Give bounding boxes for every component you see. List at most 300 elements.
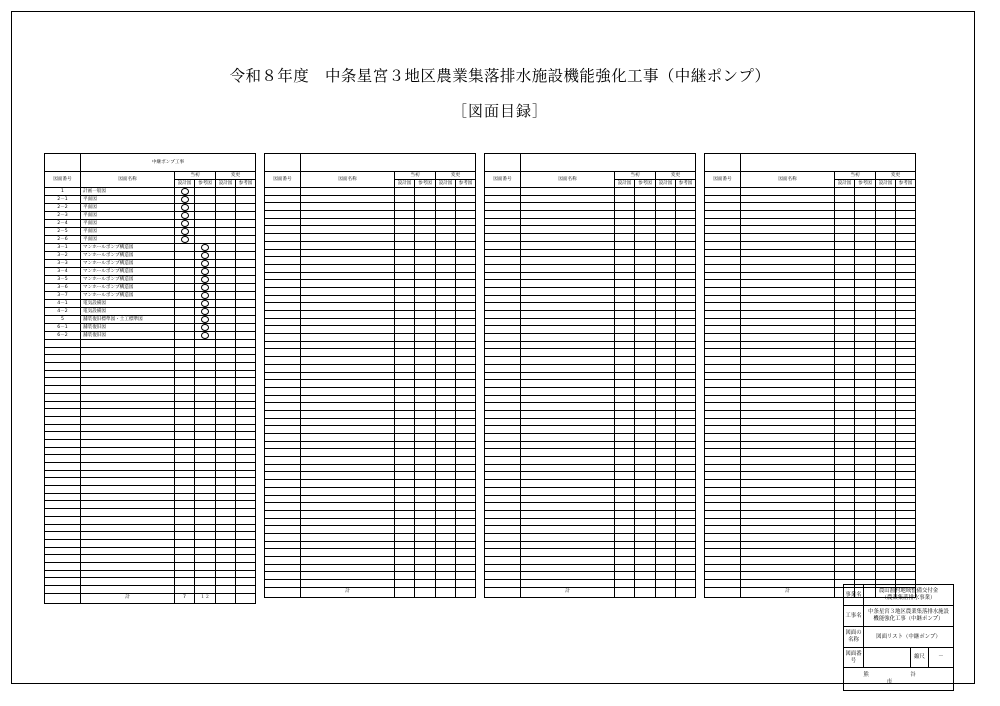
- drawing-name: [81, 455, 175, 463]
- col-number-header: 図面番号: [265, 172, 301, 188]
- change-reference-cell: [676, 572, 696, 580]
- initial-reference-cell: [195, 260, 216, 268]
- table-row: [45, 532, 256, 540]
- drawing-number: 2－1: [45, 196, 81, 204]
- circle-mark: [201, 300, 209, 307]
- drawing-name: [741, 472, 835, 480]
- initial-reference-cell: [855, 557, 876, 565]
- drawing-number: [485, 472, 521, 480]
- drawing-number: [705, 357, 741, 365]
- change-reference-cell: [236, 236, 256, 244]
- initial-reference-cell: [195, 539, 216, 547]
- drawing-number: [45, 393, 81, 401]
- change-design-cell: [656, 526, 676, 534]
- table-row: [705, 387, 916, 395]
- table-row: [45, 578, 256, 586]
- change-design-cell: [436, 280, 456, 288]
- change-reference-cell: [456, 564, 476, 572]
- change-reference-cell: [896, 403, 916, 411]
- drawing-number: 1: [45, 188, 81, 196]
- drawing-name: マンホールポンプ構造図: [81, 268, 175, 276]
- drawing-name: [741, 334, 835, 342]
- change-reference-cell: [896, 195, 916, 203]
- initial-design-cell: [835, 318, 855, 326]
- initial-reference-cell: [415, 249, 436, 257]
- change-reference-cell: [236, 516, 256, 524]
- change-reference-cell: [676, 188, 696, 196]
- drawing-name: [741, 487, 835, 495]
- drawing-number: [265, 564, 301, 572]
- drawing-number: [485, 418, 521, 426]
- table-row: [485, 272, 696, 280]
- initial-reference-cell: [195, 555, 216, 563]
- table-row: [705, 226, 916, 234]
- drawing-number: [485, 264, 521, 272]
- drawing-number: [705, 418, 741, 426]
- change-reference-cell: [896, 264, 916, 272]
- change-reference-cell: [676, 549, 696, 557]
- initial-reference-cell: [635, 334, 656, 342]
- table-row: [705, 364, 916, 372]
- initial-design-cell: [615, 472, 635, 480]
- change-reference-cell: [676, 434, 696, 442]
- drawing-number: [45, 570, 81, 578]
- table-row: [705, 249, 916, 257]
- initial-design-cell: [615, 387, 635, 395]
- table-row: [705, 326, 916, 334]
- change-reference-cell: [456, 480, 476, 488]
- initial-design-cell: [395, 372, 415, 380]
- table-row: [45, 447, 256, 455]
- total-label: 計: [741, 587, 835, 597]
- initial-design-cell: [835, 457, 855, 465]
- initial-reference-cell: [635, 541, 656, 549]
- change-design-cell: [876, 572, 896, 580]
- table-row: [485, 257, 696, 265]
- drawing-name: [301, 188, 395, 196]
- col-name-header: 図面名称: [81, 172, 175, 188]
- change-reference-cell: [676, 480, 696, 488]
- initial-design-cell: [835, 387, 855, 395]
- initial-reference-cell: [415, 372, 436, 380]
- table-row: [705, 495, 916, 503]
- initial-reference-cell: [415, 549, 436, 557]
- initial-design-cell: [615, 395, 635, 403]
- table-row: [265, 211, 476, 219]
- table-row: [485, 487, 696, 495]
- change-reference-cell: [236, 424, 256, 432]
- total-design: [615, 587, 635, 597]
- drawing-name: [81, 532, 175, 540]
- table-row: [485, 364, 696, 372]
- initial-design-cell: [835, 541, 855, 549]
- initial-reference-cell: [635, 226, 656, 234]
- initial-reference-cell: [855, 503, 876, 511]
- circle-mark: [181, 204, 189, 211]
- drawing-number: [265, 295, 301, 303]
- initial-reference-cell: [415, 449, 436, 457]
- drawing-name: [301, 311, 395, 319]
- initial-reference-cell: [635, 510, 656, 518]
- change-design-cell: [216, 332, 236, 340]
- table-row: [45, 220, 256, 228]
- drawing-number: [265, 510, 301, 518]
- change-design-cell: [656, 426, 676, 434]
- initial-design-cell: [175, 570, 195, 578]
- initial-reference-cell: [415, 203, 436, 211]
- change-reference-cell: [676, 341, 696, 349]
- initial-design-cell: [835, 418, 855, 426]
- col-number-header: 図面番号: [705, 172, 741, 188]
- change-reference-cell: [676, 457, 696, 465]
- initial-reference-cell: [635, 357, 656, 365]
- initial-design-cell: [835, 341, 855, 349]
- drawing-number: [265, 357, 301, 365]
- change-design-cell: [656, 495, 676, 503]
- change-design-cell: [876, 472, 896, 480]
- initial-design-cell: [395, 380, 415, 388]
- col-name-header: 図面名称: [301, 172, 395, 188]
- initial-design-header: 設計図: [175, 180, 195, 188]
- change-design-cell: [216, 447, 236, 455]
- change-design-cell: [656, 364, 676, 372]
- table-row: [485, 410, 696, 418]
- total-change-reference: [456, 587, 476, 597]
- table-row: [265, 203, 476, 211]
- change-design-cell: [656, 503, 676, 511]
- initial-reference-cell: [635, 372, 656, 380]
- initial-design-cell: [615, 280, 635, 288]
- initial-design-cell: [615, 295, 635, 303]
- drawing-name: [81, 409, 175, 417]
- initial-reference-cell: [195, 447, 216, 455]
- initial-reference-cell: [195, 188, 216, 196]
- drawing-name: [81, 516, 175, 524]
- table-row: [45, 555, 256, 563]
- change-reference-cell: [236, 447, 256, 455]
- drawing-number: 2－2: [45, 204, 81, 212]
- change-reference-cell: [676, 449, 696, 457]
- table-row: [485, 311, 696, 319]
- initial-reference-cell: [855, 449, 876, 457]
- change-design-cell: [436, 264, 456, 272]
- change-design-cell: [656, 557, 676, 565]
- table-row: [45, 509, 256, 517]
- drawing-number: [705, 195, 741, 203]
- drawing-name: [301, 572, 395, 580]
- drawing-number: [485, 495, 521, 503]
- drawing-name: [741, 272, 835, 280]
- initial-reference-cell: [415, 218, 436, 226]
- change-reference-cell: [676, 357, 696, 365]
- table-row: [705, 318, 916, 326]
- drawing-name: [521, 341, 615, 349]
- drawing-number: [705, 572, 741, 580]
- initial-design-cell: [175, 509, 195, 517]
- drawing-number: [705, 280, 741, 288]
- register-table: [484, 153, 696, 598]
- total-blank: [485, 587, 521, 597]
- table-row: [265, 472, 476, 480]
- initial-design-cell: [175, 220, 195, 228]
- table-row: [485, 557, 696, 565]
- initial-design-cell: [835, 487, 855, 495]
- initial-reference-cell: [855, 241, 876, 249]
- table-row: [265, 257, 476, 265]
- change-design-cell: [436, 234, 456, 242]
- header-blank: [45, 154, 81, 172]
- col-number-header: 図面番号: [45, 172, 81, 188]
- change-design-cell: [216, 188, 236, 196]
- change-reference-cell: [456, 472, 476, 480]
- change-design-cell: [656, 541, 676, 549]
- initial-design-cell: [175, 228, 195, 236]
- drawing-name: 舗装復旧図: [81, 332, 175, 340]
- change-reference-cell: [456, 295, 476, 303]
- drawing-number: [45, 509, 81, 517]
- table-row: [45, 340, 256, 348]
- drawing-name: [741, 518, 835, 526]
- drawing-name-label: 図面の名称: [844, 627, 864, 648]
- initial-design-cell: [175, 236, 195, 244]
- change-reference-cell: [456, 495, 476, 503]
- initial-reference-cell: [195, 570, 216, 578]
- table-row: [705, 203, 916, 211]
- change-reference-cell: [456, 357, 476, 365]
- change-reference-cell: [896, 295, 916, 303]
- drawing-number: [485, 287, 521, 295]
- change-design-cell: [216, 370, 236, 378]
- table-row: [45, 228, 256, 236]
- initial-design-cell: [835, 434, 855, 442]
- drawing-number: [265, 226, 301, 234]
- change-design-cell: [656, 395, 676, 403]
- drawing-number: [705, 318, 741, 326]
- initial-design-cell: [615, 211, 635, 219]
- table-row: [485, 357, 696, 365]
- drawing-number: [45, 386, 81, 394]
- drawing-name: [741, 410, 835, 418]
- change-design-cell: [656, 510, 676, 518]
- change-design-cell: [436, 457, 456, 465]
- table-row: [485, 395, 696, 403]
- table-row: [705, 295, 916, 303]
- initial-design-cell: [175, 204, 195, 212]
- initial-design-cell: [395, 257, 415, 265]
- initial-reference-cell: [855, 410, 876, 418]
- initial-design-cell: [395, 395, 415, 403]
- register-table: [704, 153, 916, 598]
- total-blank: [265, 587, 301, 597]
- initial-reference-cell: [195, 386, 216, 394]
- initial-reference-cell: [635, 557, 656, 565]
- change-reference-cell: [456, 280, 476, 288]
- drawing-name: [741, 226, 835, 234]
- drawing-number: [265, 280, 301, 288]
- table-row: [265, 503, 476, 511]
- change-design-cell: [876, 272, 896, 280]
- initial-design-cell: [835, 195, 855, 203]
- drawing-name: [741, 364, 835, 372]
- initial-reference-cell: [635, 380, 656, 388]
- drawing-name: [81, 470, 175, 478]
- change-design-cell: [656, 287, 676, 295]
- drawing-number: [45, 532, 81, 540]
- table-row: [265, 249, 476, 257]
- total-blank: [45, 593, 81, 603]
- initial-design-cell: [835, 564, 855, 572]
- drawing-name: マンホールポンプ構造図: [81, 244, 175, 252]
- change-design-cell: [656, 272, 676, 280]
- change-reference-cell: [236, 547, 256, 555]
- drawing-name: 計画一般図: [81, 188, 175, 196]
- initial-design-cell: [395, 510, 415, 518]
- initial-reference-cell: [635, 303, 656, 311]
- drawing-name: [741, 318, 835, 326]
- table-row: [45, 409, 256, 417]
- change-design-cell: [656, 311, 676, 319]
- table-row: [705, 541, 916, 549]
- drawing-name: [301, 395, 395, 403]
- table-row: [485, 380, 696, 388]
- change-reference-cell: [456, 211, 476, 219]
- initial-design-cell: [175, 401, 195, 409]
- change-reference-cell: [676, 557, 696, 565]
- change-reference-cell: [896, 557, 916, 565]
- change-design-cell: [216, 516, 236, 524]
- initial-design-cell: [175, 332, 195, 340]
- change-reference-cell: [896, 226, 916, 234]
- initial-design-cell: [395, 434, 415, 442]
- initial-design-cell: [835, 349, 855, 357]
- drawing-name: [521, 234, 615, 242]
- initial-design-cell: [615, 557, 635, 565]
- initial-design-cell: [835, 572, 855, 580]
- drawing-name: [521, 457, 615, 465]
- table-row: [265, 226, 476, 234]
- initial-design-cell: [835, 380, 855, 388]
- drawing-number: [265, 188, 301, 196]
- change-reference-cell: [456, 188, 476, 196]
- drawing-number: [45, 463, 81, 471]
- initial-reference-header: 参考図: [635, 180, 656, 188]
- initial-design-cell: [395, 211, 415, 219]
- change-reference-cell: [896, 510, 916, 518]
- drawing-number: [705, 518, 741, 526]
- initial-design-cell: [175, 470, 195, 478]
- initial-design-cell: [395, 280, 415, 288]
- table-row: [265, 464, 476, 472]
- change-reference-cell: [236, 292, 256, 300]
- drawing-number: [485, 387, 521, 395]
- initial-design-cell: [175, 386, 195, 394]
- change-reference-cell: [236, 370, 256, 378]
- initial-design-cell: [615, 264, 635, 272]
- drawing-number: [265, 318, 301, 326]
- change-design-cell: [876, 549, 896, 557]
- table-row: [705, 257, 916, 265]
- drawing-number: [45, 409, 81, 417]
- drawing-name: [301, 410, 395, 418]
- initial-design-cell: [175, 532, 195, 540]
- change-design-cell: [436, 318, 456, 326]
- table-row: [485, 541, 696, 549]
- change-reference-cell: [676, 234, 696, 242]
- change-design-cell: [876, 287, 896, 295]
- total-label: 計: [301, 587, 395, 597]
- drawing-name: [741, 387, 835, 395]
- total-reference: [415, 587, 436, 597]
- drawing-number: [265, 303, 301, 311]
- change-reference-cell: [236, 204, 256, 212]
- drawing-number: [265, 487, 301, 495]
- initial-design-cell: [395, 249, 415, 257]
- change-reference-cell: [236, 401, 256, 409]
- table-row: [705, 280, 916, 288]
- drawing-name: [81, 447, 175, 455]
- change-design-cell: [876, 234, 896, 242]
- initial-reference-cell: [415, 518, 436, 526]
- change-reference-cell: [676, 280, 696, 288]
- change-design-cell: [216, 532, 236, 540]
- drawing-name: [741, 357, 835, 365]
- change-reference-cell: [676, 364, 696, 372]
- change-reference-cell: [236, 284, 256, 292]
- initial-design-cell: [835, 426, 855, 434]
- table-row: [265, 295, 476, 303]
- change-reference-cell: [676, 403, 696, 411]
- drawing-name: [301, 195, 395, 203]
- initial-design-header: 設計図: [835, 180, 855, 188]
- drawing-name: [521, 503, 615, 511]
- initial-reference-cell: [635, 257, 656, 265]
- initial-reference-cell: [635, 241, 656, 249]
- change-design-cell: [436, 472, 456, 480]
- change-reference-cell: [896, 395, 916, 403]
- drawing-name: [741, 241, 835, 249]
- drawing-number: [485, 480, 521, 488]
- initial-reference-cell: [855, 472, 876, 480]
- change-reference-header: 参考図: [236, 180, 256, 188]
- change-reference-cell: [456, 326, 476, 334]
- initial-reference-cell: [195, 578, 216, 586]
- drawing-name: [741, 418, 835, 426]
- drawing-name: [81, 370, 175, 378]
- table-row: [485, 472, 696, 480]
- drawing-name: [521, 426, 615, 434]
- register-table: [44, 153, 256, 604]
- change-reference-cell: [676, 318, 696, 326]
- circle-mark: [201, 316, 209, 323]
- drawing-number: [705, 395, 741, 403]
- initial-reference-cell: [195, 486, 216, 494]
- change-reference-cell: [896, 541, 916, 549]
- initial-design-cell: [835, 441, 855, 449]
- initial-reference-cell: [195, 455, 216, 463]
- table-row: [45, 386, 256, 394]
- drawing-number: 6－2: [45, 332, 81, 340]
- drawing-number: [485, 503, 521, 511]
- register-table: [264, 153, 476, 598]
- change-design-cell: [436, 480, 456, 488]
- initial-reference-cell: [855, 349, 876, 357]
- drawing-number: [485, 457, 521, 465]
- initial-reference-cell: [855, 334, 876, 342]
- initial-design-cell: [175, 578, 195, 586]
- initial-reference-cell: [415, 318, 436, 326]
- initial-reference-cell: [635, 395, 656, 403]
- table-row: [45, 524, 256, 532]
